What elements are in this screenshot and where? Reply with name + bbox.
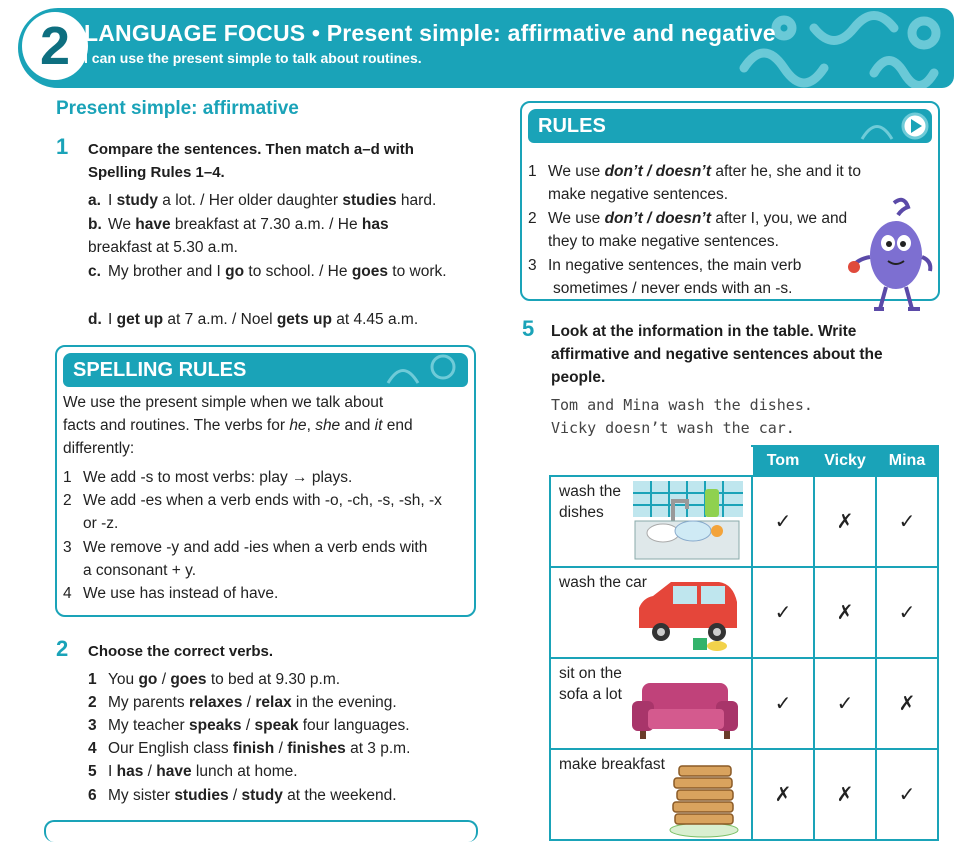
exercise-2-instruction: Choose the correct verbs.	[88, 643, 274, 660]
column-header-vicky: Vicky	[814, 446, 876, 476]
spelling-intro-1: We use the present simple when we talk about	[63, 394, 384, 411]
car-illustration	[633, 576, 743, 654]
table-row	[550, 567, 938, 658]
activity-cell: wash the dishes	[550, 476, 752, 567]
exercise-2-item-5: 5 I has / have lunch at home.	[88, 763, 298, 780]
exercise-1-item-a: a. I study a lot. / Her older daughter studies hard.	[88, 192, 437, 209]
mark-cell: ✗	[752, 749, 814, 840]
mark-cell: ✓	[876, 567, 938, 658]
unit-number-badge: 2	[22, 12, 88, 80]
table-row	[550, 476, 938, 567]
spelling-rule-4: 4 We use has instead of have.	[63, 585, 279, 602]
rules-title: RULES	[538, 115, 606, 137]
exercise-2-item-6: 6 My sister studies / study at the weekend.	[88, 787, 397, 804]
activity-cell: wash the car	[550, 567, 752, 658]
mark-cell: ✓	[876, 749, 938, 840]
spelling-intro-3: differently:	[63, 440, 135, 457]
rules-item-2: 2 We use don’t / doesn’t after I, you, we and	[528, 210, 848, 227]
exercise-5-instruction: Look at the information in the table. Write affirmative and negative sentences about the people.	[551, 323, 883, 386]
spelling-rules-header	[63, 353, 468, 387]
sofa-illustration	[628, 677, 743, 743]
spelling-rules-title: SPELLING RULES	[73, 359, 247, 381]
activity-cell: sit on the sofa a lot	[550, 658, 752, 749]
spelling-intro-2: facts and routines. The verbs for he, she and it end	[63, 417, 413, 434]
spelling-rule-2-cont: or -z.	[83, 515, 119, 532]
dishes-illustration	[633, 481, 743, 561]
spelling-rule-3: 3 We remove -y and add -ies when a verb ends with	[63, 539, 428, 556]
mark-cell: ✓	[752, 476, 814, 567]
rules-item-2-cont: they to make negative sentences.	[548, 233, 779, 250]
play-icon[interactable]	[812, 109, 932, 143]
mark-cell: ✗	[814, 476, 876, 567]
table-corner	[550, 446, 752, 476]
mark-cell: ✗	[814, 749, 876, 840]
mascot-character	[846, 195, 936, 315]
exercise-1-item-d: d. I get up at 7 a.m. / Noel gets up at 4.45 a.m.	[88, 311, 419, 328]
activities-table	[549, 445, 939, 841]
column-header-mina: Mina	[876, 446, 938, 476]
table-row	[550, 749, 938, 840]
table-row	[550, 658, 938, 749]
exercise-2-item-3: 3 My teacher speaks / speak four languages.	[88, 717, 410, 734]
example-sentence-1: Tom and Mina wash the dishes.	[551, 396, 813, 414]
exercise-1-instruction: Compare the sentences. Then match a–d with Spelling Rules 1–4.	[88, 141, 414, 181]
exercise-2-item-4: 4 Our English class finish / finishes at 3 p.m.	[88, 740, 411, 757]
page-subtitle: I can use the present simple to talk about routines.	[84, 50, 422, 66]
exercise-2-number: 2	[56, 636, 69, 661]
exercise-1-item-b: b. We have breakfast at 7.30 a.m. / He has breakfast at 5.30 a.m.	[88, 216, 389, 256]
rules-item-1: 1 We use don’t / doesn’t after he, she and it to	[528, 163, 861, 180]
header-decoration	[348, 353, 468, 387]
example-sentence-2: Vicky doesn’t wash the car.	[551, 419, 795, 437]
column-header-tom: Tom	[752, 446, 814, 476]
page-title: LANGUAGE FOCUS • Present simple: affirmative and negative	[84, 20, 776, 46]
spelling-rule-1: 1 We add -s to most verbs: play → plays.	[63, 469, 353, 486]
mark-cell: ✓	[752, 658, 814, 749]
exercise-1-number: 1	[56, 134, 69, 159]
mark-cell: ✓	[814, 658, 876, 749]
rules-item-1-cont: make negative sentences.	[548, 186, 729, 203]
mark-cell: ✓	[876, 476, 938, 567]
exercise-2-item-2: 2 My parents relaxes / relax in the evening.	[88, 694, 397, 711]
exercise-2-item-1: 1 You go / goes to bed at 9.30 p.m.	[88, 671, 341, 688]
mark-cell: ✗	[876, 658, 938, 749]
rules-header	[528, 109, 932, 143]
exercise-1-item-c: c. My brother and I go to school. / He goes to work.	[88, 263, 447, 280]
next-box-edge	[44, 820, 478, 842]
spelling-rule-2: 2 We add -es when a verb ends with -o, -ch, -s, -sh, -x	[63, 492, 442, 509]
toast-stack-illustration	[669, 764, 739, 838]
mark-cell: ✓	[752, 567, 814, 658]
spelling-rule-3-cont: a consonant + y.	[83, 562, 197, 579]
activity-cell: make breakfast	[550, 749, 752, 840]
rules-item-3: 3 In negative sentences, the main verb	[528, 257, 802, 274]
exercise-5-number: 5	[522, 316, 535, 341]
mark-cell: ✗	[814, 567, 876, 658]
rules-item-3-cont: sometimes / never ends with an -s.	[553, 280, 793, 297]
section-heading: Present simple: affirmative	[56, 98, 299, 119]
